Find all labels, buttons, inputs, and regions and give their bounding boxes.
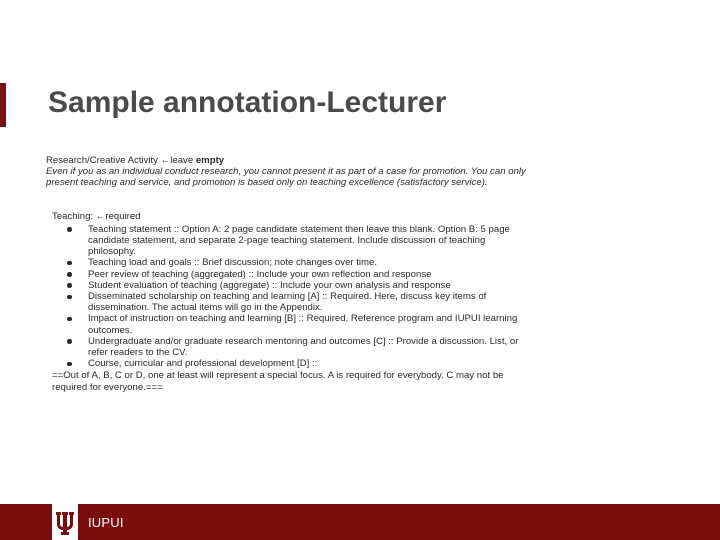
list-item-text: Undergraduate and/or graduate research mentoring and outcomes [C] :: Provide a discussion. List, or refer readers to the CV.: [88, 335, 519, 359]
teaching-section: [46, 211, 526, 393]
bullet-icon: [67, 362, 72, 367]
footer-org-name: IUPUI: [88, 515, 124, 530]
bullet-icon: [67, 283, 72, 288]
list-item: [67, 313, 526, 335]
bullet-icon: [67, 339, 72, 344]
list-item: [67, 269, 526, 280]
annotation-document: [46, 155, 526, 393]
list-item: [67, 224, 526, 258]
list-item: [67, 336, 526, 358]
list-item-text: Teaching statement :: Option A: 2 page candidate statement then leave this blank. Option B: 5 page candidate statement, and separate 2-page teaching statement. Include discussion of teaching philosophy.: [88, 223, 510, 258]
bullet-icon: [67, 261, 72, 266]
research-note: Even if you as an individual conduct research, you cannot present it as part of a case for promotion. You can only present teaching and service, and promotion is based only on teaching excellence (satisfactory service).: [46, 166, 526, 189]
research-arrow-note: ←leave: [160, 155, 196, 166]
page-title: Sample annotation-Lecturer: [48, 86, 447, 119]
bullet-icon: [67, 295, 72, 300]
teaching-heading: Teaching: ←required: [52, 210, 141, 222]
list-item: [67, 257, 526, 268]
list-item-text: Student evaluation of teaching (aggregate) :: Include your own analysis and response: [88, 279, 451, 291]
research-arrow-note-bold: empty: [195, 155, 225, 166]
bullet-icon: [67, 272, 72, 277]
research-heading: [46, 155, 526, 166]
list-item-text: Impact of instruction on teaching and learning [B] :: Required. Reference program and IUPUI learning outcomes.: [88, 313, 518, 336]
research-section: [46, 155, 526, 189]
title-accent-bar: [0, 83, 6, 127]
trident-icon: [52, 504, 78, 540]
list-item-text: Disseminated scholarship on teaching and learning [A] :: Required. Here, discuss key items of dissemination. The actual items will go in the Appendix.: [88, 291, 487, 314]
list-item: [67, 280, 526, 291]
iu-trident-logo: [52, 504, 78, 540]
bullet-icon: [67, 317, 72, 322]
teaching-item-list: [52, 224, 526, 370]
list-item-text: Teaching load and goals :: Brief discussion; note changes over time.: [88, 257, 378, 269]
list-item-text: Course, curricular and professional development [D] ::: [88, 358, 318, 370]
focus-requirement-note: ==Out of A, B, C or D, one at least will represent a special focus. A is required for everybody. C may not be required for everyone.===: [52, 370, 504, 393]
bullet-icon: [67, 227, 72, 232]
research-heading-label: Research/Creative Activity: [46, 155, 158, 166]
list-item-text: Peer review of teaching (aggregated) :: Include your own reflection and response: [88, 268, 432, 280]
list-item: [67, 358, 526, 369]
list-item: [67, 291, 526, 313]
